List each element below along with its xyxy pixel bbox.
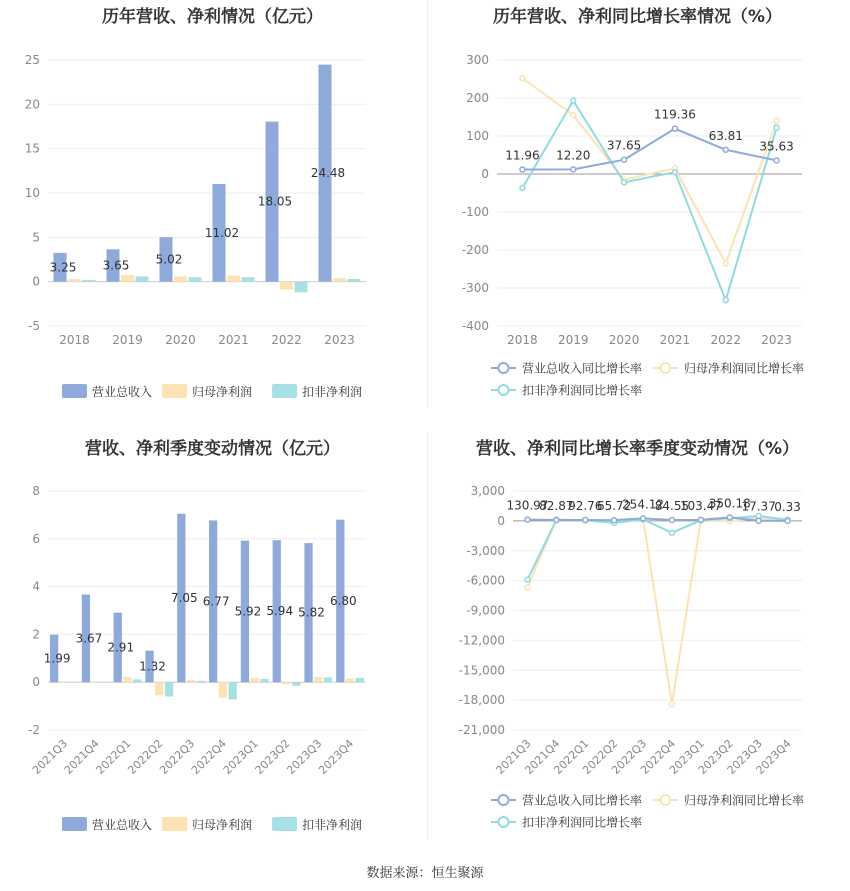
- data-point: [571, 167, 576, 172]
- bar-net-profit: [68, 279, 81, 282]
- data-label: 82.87: [539, 499, 574, 514]
- quarterly-growth-line-chart: [425, 432, 850, 852]
- y-tick-label: 0: [32, 675, 40, 690]
- y-tick-label: -9,000: [466, 603, 505, 618]
- data-point: [698, 517, 703, 522]
- x-tick-label: 2021: [659, 333, 691, 347]
- data-label: 11.02: [204, 225, 240, 240]
- legend-swatch: [272, 817, 297, 831]
- bar-deducted-profit: [133, 679, 141, 682]
- legend-label: 归母净利润同比增长率: [684, 793, 805, 808]
- legend-label: 营业总收入同比增长率: [522, 361, 643, 376]
- data-label: 11.96: [505, 148, 540, 163]
- data-label: 17.37: [741, 499, 776, 514]
- legend-marker: [499, 817, 509, 827]
- annual-bar-chart: [0, 0, 425, 420]
- legend-label: 营业总收入同比增长率: [522, 793, 643, 808]
- data-point: [525, 517, 530, 522]
- annual-growth-panel: [425, 0, 850, 420]
- x-tick-label: 2022Q1: [93, 736, 134, 777]
- x-tick-label: 2022Q3: [609, 736, 650, 777]
- chart-title: 历年营收、净利同比增长率情况（%）: [492, 7, 783, 27]
- x-tick-label: 2018: [59, 333, 90, 347]
- chart-title: 历年营收、净利情况（亿元）: [102, 7, 323, 27]
- data-label: 130.97: [506, 498, 549, 513]
- data-label: 5.82: [298, 605, 325, 620]
- bar-net-profit: [314, 677, 322, 682]
- bar-net-profit: [121, 275, 134, 282]
- x-tick-label: 2023Q4: [753, 736, 794, 777]
- y-tick-label: -2: [28, 723, 40, 737]
- legend-marker: [499, 385, 509, 395]
- data-point: [583, 517, 588, 522]
- data-label: 5.94: [266, 604, 294, 619]
- y-tick-label: 100: [466, 129, 489, 143]
- data-label: 6.80: [329, 593, 357, 608]
- legend-swatch: [62, 817, 87, 831]
- y-tick-label: 5: [32, 230, 40, 245]
- legend-swatch: [62, 384, 87, 398]
- y-tick-label: 200: [466, 91, 489, 105]
- x-tick-label: 2023Q4: [316, 736, 357, 777]
- data-label: 92.76: [568, 498, 603, 513]
- annual-growth-line-chart: [425, 0, 850, 420]
- legend-marker: [499, 795, 509, 805]
- x-tick-label: 2023Q1: [666, 736, 707, 777]
- data-label: 3.25: [49, 260, 77, 275]
- x-tick-label: 2022Q2: [580, 736, 621, 777]
- data-point: [669, 518, 674, 523]
- legend-swatch: [162, 384, 187, 398]
- bar-net-profit: [333, 278, 346, 282]
- x-tick-label: 2020: [165, 333, 196, 347]
- bar-deducted-profit: [292, 682, 300, 686]
- x-tick-label: 2018: [507, 333, 538, 347]
- data-label: 103.47: [679, 498, 722, 513]
- bar-deducted-profit: [136, 276, 149, 281]
- data-label: 24.48: [310, 166, 346, 181]
- bar-net-profit: [280, 282, 293, 290]
- bar-net-profit: [123, 677, 131, 682]
- data-point: [672, 126, 677, 131]
- bar-net-profit: [251, 678, 259, 682]
- data-label: 350.18: [708, 496, 751, 511]
- data-label: 35.63: [759, 139, 794, 154]
- quarterly-bar-chart: [0, 432, 425, 852]
- data-label: 119.36: [653, 107, 696, 122]
- bar-net-profit: [346, 679, 354, 683]
- bar-deducted-profit: [165, 682, 173, 696]
- legend-swatch: [272, 384, 297, 398]
- y-tick-label: 4: [32, 579, 40, 594]
- chart-title: 营收、净利同比增长率季度变动情况（%）: [475, 439, 800, 459]
- data-label: 5.02: [155, 252, 183, 267]
- data-label: 5.92: [234, 604, 262, 619]
- x-tick-label: 2023: [761, 333, 792, 347]
- data-label: 6.77: [202, 594, 230, 609]
- data-point: [785, 518, 790, 523]
- data-point: [723, 147, 728, 152]
- y-tick-label: -100: [461, 205, 489, 219]
- data-point: [520, 167, 525, 172]
- bar-net-profit: [155, 682, 163, 695]
- series-line-2: [527, 516, 787, 580]
- data-point: [723, 298, 728, 303]
- y-tick-label: 25: [24, 53, 40, 67]
- y-tick-label: -200: [461, 243, 489, 257]
- y-tick-label: -6,000: [466, 573, 505, 588]
- y-tick-label: -300: [461, 281, 489, 295]
- x-tick-label: 2019: [112, 333, 143, 347]
- y-tick-label: 20: [24, 97, 40, 112]
- bar-deducted-profit: [101, 682, 109, 683]
- annual-revenue-profit-panel: [0, 0, 425, 420]
- quarterly-growth-panel: [425, 432, 850, 852]
- legend-label: 营业总收入: [92, 818, 153, 832]
- y-tick-label: -12,000: [458, 633, 505, 648]
- data-label: 84.55: [654, 499, 690, 514]
- series-line-0: [527, 517, 787, 520]
- bar-net-profit: [227, 275, 240, 281]
- data-source-footer: 数据来源：恒生聚源: [366, 866, 484, 881]
- data-label: 254.12: [622, 497, 665, 512]
- data-point: [571, 98, 576, 103]
- data-point: [774, 125, 779, 130]
- bar-deducted-profit: [229, 682, 237, 699]
- y-tick-label: 15: [24, 141, 40, 156]
- x-tick-label: 2022Q2: [125, 736, 166, 777]
- x-tick-label: 2021: [218, 333, 249, 347]
- y-tick-label: 0: [497, 513, 505, 528]
- data-point: [520, 186, 525, 191]
- bar-net-profit: [60, 681, 68, 682]
- bar-net-profit: [219, 682, 227, 698]
- x-tick-label: 2022: [271, 333, 302, 347]
- data-label: 7.05: [170, 590, 198, 605]
- data-label: 37.65: [606, 138, 642, 153]
- legend-label: 归母净利润: [192, 385, 253, 399]
- y-tick-label: 10: [24, 186, 40, 200]
- data-label: 3.67: [75, 631, 103, 646]
- x-tick-label: 2023Q2: [252, 736, 293, 777]
- bar-deducted-profit: [189, 277, 202, 281]
- x-tick-label: 2022: [710, 333, 742, 347]
- x-tick-label: 2019: [557, 333, 589, 347]
- data-point: [622, 157, 627, 162]
- x-tick-label: 2023: [324, 333, 355, 347]
- data-point: [525, 585, 530, 590]
- legend-marker: [661, 795, 671, 805]
- y-tick-label: 8: [32, 484, 40, 498]
- x-tick-label: 2020: [608, 333, 640, 347]
- y-tick-label: 0: [32, 274, 40, 289]
- y-tick-label: 6: [32, 531, 40, 546]
- x-tick-label: 2022Q1: [551, 736, 592, 777]
- data-label: 12.20: [556, 148, 591, 163]
- divider: [427, 0, 428, 408]
- data-point: [774, 118, 779, 123]
- data-point: [672, 170, 677, 175]
- legend-label: 归母净利润: [192, 818, 253, 832]
- bar-net-profit: [187, 680, 195, 682]
- data-label: 65.72: [596, 499, 632, 514]
- legend-marker: [661, 363, 671, 373]
- data-point: [612, 518, 617, 523]
- data-label: 0.33: [774, 499, 801, 514]
- bar-deducted-profit: [242, 277, 255, 281]
- y-tick-label: -3,000: [466, 543, 505, 558]
- x-tick-label: 2022Q3: [157, 736, 198, 777]
- x-tick-label: 2023Q1: [220, 736, 261, 777]
- data-label: 63.81: [708, 128, 743, 143]
- bar-deducted-profit: [260, 679, 268, 682]
- data-label: 1.99: [43, 651, 71, 666]
- bar-net-profit: [92, 681, 100, 682]
- bar-deducted-profit: [83, 280, 96, 282]
- data-point: [756, 518, 761, 523]
- y-tick-label: 0: [481, 167, 489, 181]
- y-tick-label: -18,000: [458, 693, 505, 708]
- legend-label: 扣非净利润同比增长率: [522, 815, 643, 830]
- bar-deducted-profit: [356, 678, 364, 682]
- x-tick-label: 2023Q3: [284, 736, 325, 777]
- bar-deducted-profit: [295, 282, 308, 293]
- bar-deducted-profit: [348, 279, 361, 282]
- legend-swatch: [162, 817, 187, 831]
- y-tick-label: 3,000: [470, 484, 505, 498]
- data-label: 1.32: [139, 659, 166, 674]
- data-point: [554, 518, 559, 523]
- legend-label: 营业总收入: [92, 385, 153, 399]
- bar-deducted-profit: [70, 682, 78, 683]
- bar-deducted-profit: [324, 677, 332, 682]
- x-tick-label: 2022Q4: [638, 736, 679, 777]
- data-point: [525, 577, 530, 582]
- quarterly-revenue-profit-panel: [0, 432, 425, 852]
- data-point: [669, 530, 674, 535]
- y-tick-label: -5: [28, 319, 40, 333]
- data-label: 2.91: [107, 640, 135, 655]
- x-tick-label: 2021Q4: [522, 736, 563, 777]
- bar-deducted-profit: [197, 681, 205, 682]
- data-point: [571, 113, 576, 118]
- legend-label: 扣非净利润: [302, 818, 363, 832]
- x-tick-label: 2021Q4: [61, 736, 102, 777]
- y-tick-label: 2: [32, 627, 40, 642]
- x-tick-label: 2021Q3: [493, 736, 534, 777]
- data-point: [727, 515, 732, 520]
- x-tick-label: 2022Q4: [188, 736, 230, 777]
- data-point: [669, 702, 674, 707]
- y-tick-label: -21,000: [458, 723, 505, 737]
- data-label: 18.05: [257, 194, 293, 209]
- legend-label: 归母净利润同比增长率: [684, 361, 805, 376]
- data-point: [622, 180, 627, 185]
- data-point: [723, 261, 728, 266]
- bar-net-profit: [282, 682, 290, 684]
- chart-title: 营收、净利季度变动情况（亿元）: [85, 439, 340, 459]
- x-tick-label: 2023Q2: [695, 736, 736, 777]
- y-tick-label: -15,000: [458, 663, 505, 678]
- data-point: [641, 516, 646, 521]
- data-label: 3.65: [102, 258, 130, 273]
- legend-marker: [499, 363, 509, 373]
- bar-net-profit: [174, 276, 187, 281]
- legend-label: 扣非净利润: [302, 385, 363, 399]
- x-tick-label: 2021Q3: [29, 736, 71, 777]
- data-point: [520, 76, 525, 81]
- data-point: [774, 158, 779, 163]
- y-tick-label: -400: [461, 319, 489, 333]
- legend-label: 扣非净利润同比增长率: [522, 383, 643, 398]
- x-tick-label: 2023Q3: [724, 736, 765, 777]
- y-tick-label: 300: [466, 53, 489, 67]
- series-line-1: [522, 78, 776, 263]
